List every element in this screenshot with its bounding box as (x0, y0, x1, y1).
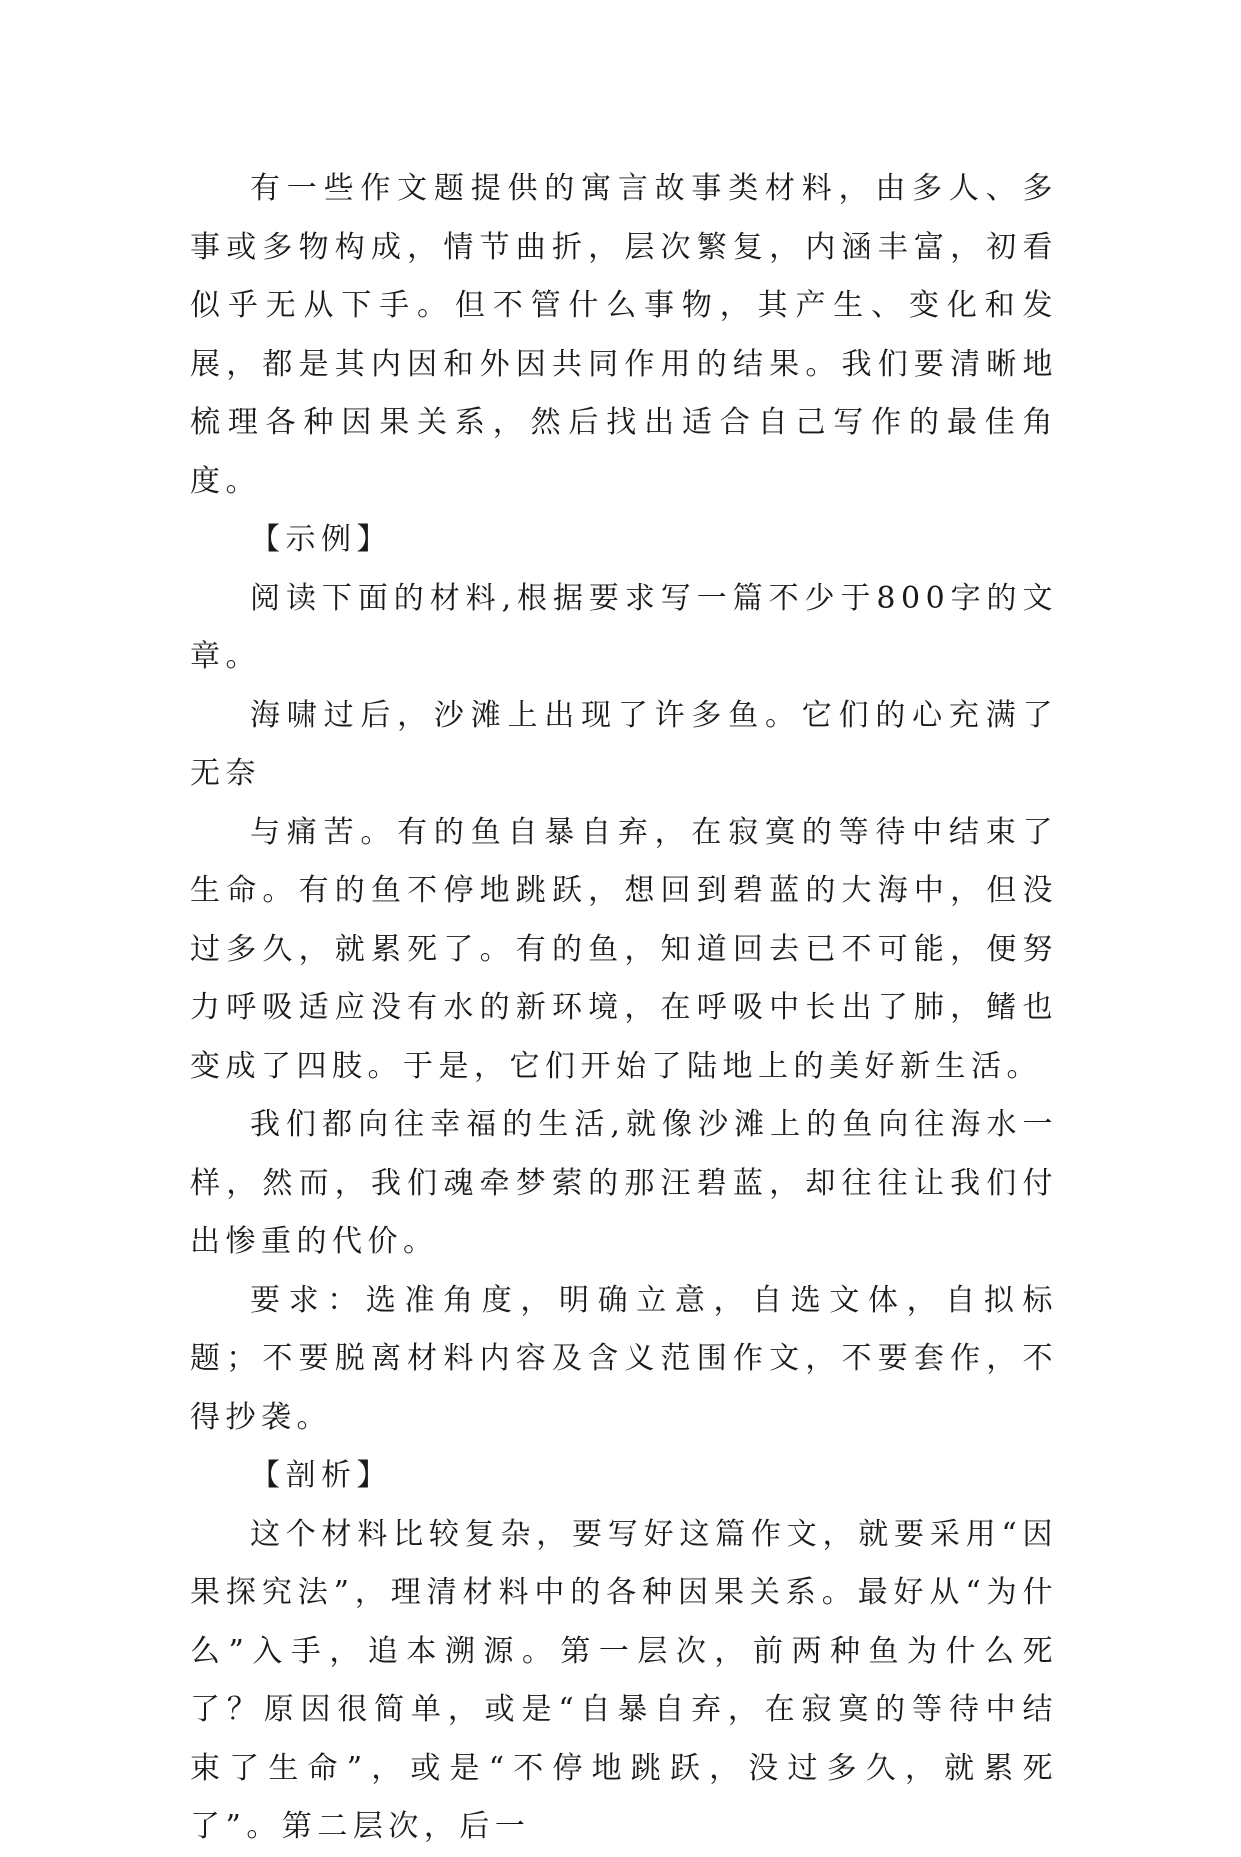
document-body (190, 160, 1058, 1857)
material-paragraph-2: 我们都向往幸福的生活,就像沙滩上的鱼向往海水一样，然而，我们魂牵梦萦的那汪碧蓝，却往往让我们付出惨重的代价。 (190, 1107, 1058, 1259)
material-paragraph-continued: 与痛苦。有的鱼自暴自弃，在寂寞的等待中结束了生命。有的鱼不停地跳跃，想回到碧蓝的大海中，但没过多久，就累死了。有的鱼，知道回去已不可能，便努力呼吸适应没有水的新环境，在呼吸中长出了肺，鳍也变成了四肢。于是，它们开始了陆地上的美好新生活。 (190, 814, 1058, 1084)
intro-paragraph: 有一些作文题提供的寓言故事类材料，由多人、多事或多物构成，情节曲折，层次繁复，内涵丰富，初看似乎无从下手。但不管什么事物，其产生、变化和发展，都是其内因和外因共同作用的结果。我们要清晰地梳理各种因果关系，然后找出适合自己写作的最佳角度。 (190, 171, 1058, 499)
prompt-paragraph: 阅读下面的材料,根据要求写一篇不少于800字的文章。 (190, 580, 1058, 674)
analysis-paragraph: 这个材料比较复杂，要写好这篇作文，就要采用“因果探究法”，理清材料中的各种因果关系。最好从“为什么”入手，追本溯源。第一层次，前两种鱼为什么死了？原因很简单，或是“自暴自弃，在寂寞的等待中结束了生命”，或是“不停地跳跃，没过多久，就累死了”。第二层次，后一 (190, 1516, 1058, 1844)
material-paragraph-first-line: 海啸过后，沙滩上出现了许多鱼。它们的心充满了无奈 (190, 697, 1058, 791)
analysis-heading: 【剖析】 (250, 1458, 392, 1493)
requirement-paragraph: 要求：选准角度，明确立意，自选文体，自拟标题；不要脱离材料内容及含义范围作文，不要套作，不得抄袭。 (190, 1282, 1058, 1435)
example-heading: 【示例】 (250, 522, 392, 557)
